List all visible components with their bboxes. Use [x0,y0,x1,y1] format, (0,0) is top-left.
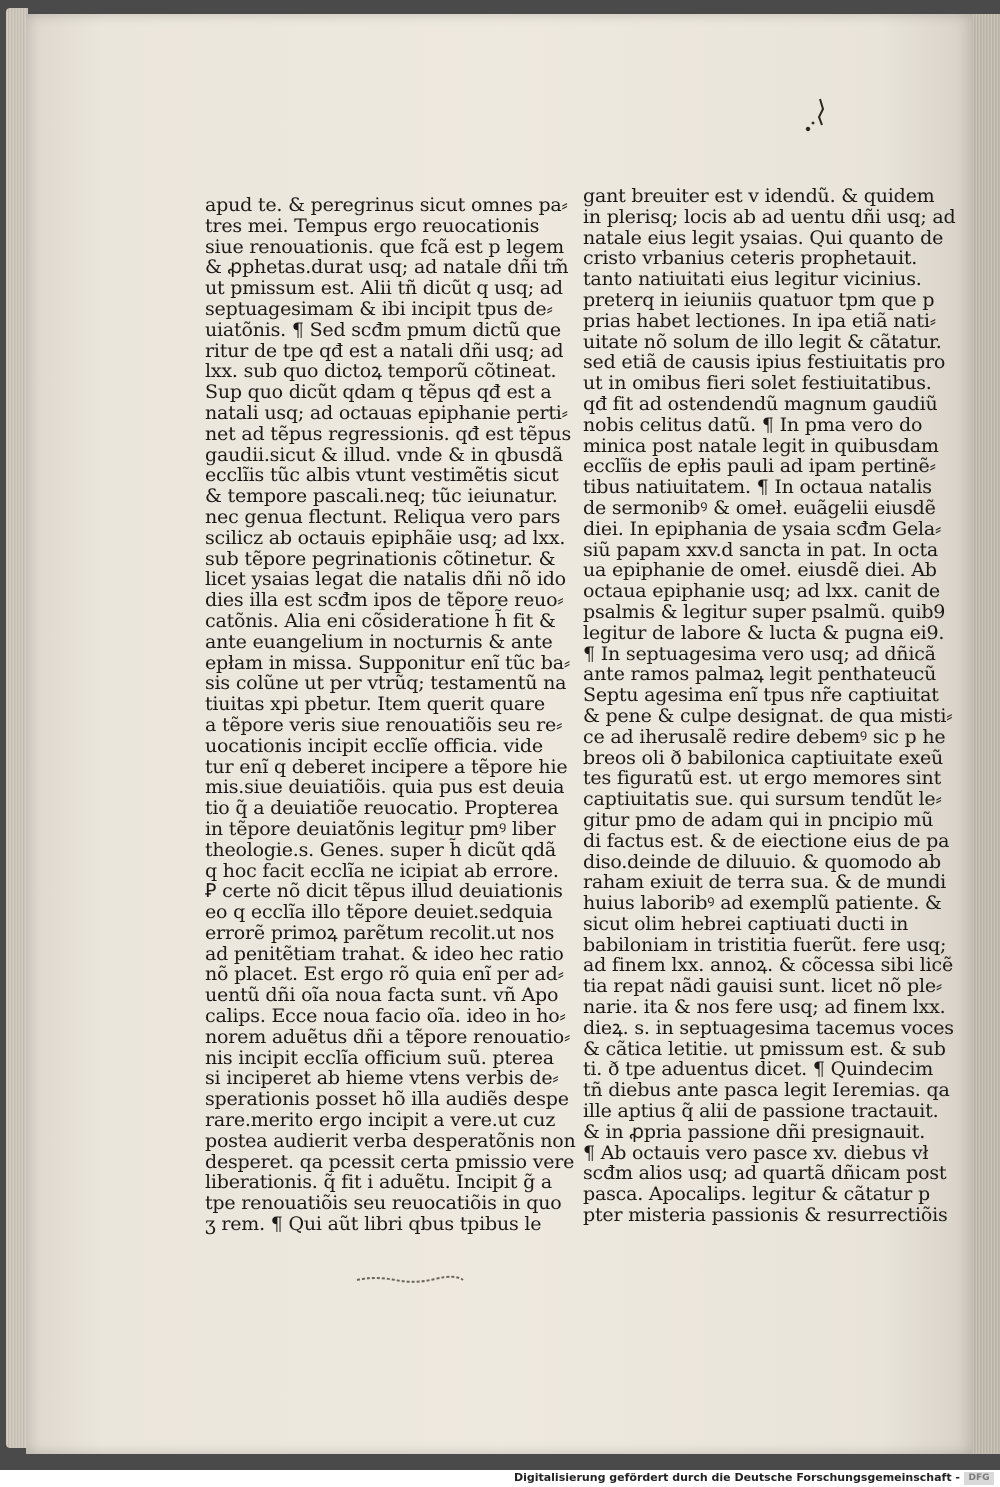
text-line-left: gaudii.sicut & illud. vnde & in qbusdã [205,443,564,466]
text-line-right: cristo vrbanius ceteris prophetauit. [583,247,918,270]
text-line-left: epłam in missa. Supponitur enĩ tũc ba⸗ [205,651,570,674]
text-line-right: ad finem lxx. annoꝝ. & cõcessa sibi licẽ [583,954,953,977]
text-line-right: ti. ð tpe aduentus dicet. ¶ Quindecim [583,1058,934,1081]
text-line-left: tpe renouatiõis seu reuocatiõis in quo [205,1192,562,1215]
text-line-right: ce ad iherusalẽ redire debemꝰ sic p he [583,725,946,748]
text-column-right [583,185,956,1227]
text-line-left: sperationis posset hõ illa audiẽs despe [205,1088,569,1111]
text-line-right: tia repat nãdi gauisi sunt. licet nõ ple⸗ [583,975,943,998]
text-line-right: diso.deinde de diluuio. & quomodo ab [583,850,941,873]
text-column-left [205,194,576,1236]
text-line-right: siũ papam xxv.d sancta in pat. In octa [583,538,939,561]
text-line-right: diei. In epiphania de ysaia scđm Gela⸗ [583,517,942,540]
text-line-left: norem aduẽtus dñi a tẽpore renouatio⸗ [205,1025,571,1048]
text-line-right: ut in omibus fieri solet festiuitatibus. [583,372,932,395]
text-line-right: ante ramos palmaꝝ legit penthateucũ [583,663,937,686]
text-line-left: liberationis. q̃ fit i aduẽtu. Incipit g̃ a [205,1171,552,1194]
text-line-left: uocationis incipit ecclĩe officia. vide [205,734,543,757]
text-line-left: septuagesimam & ibi incipit tpus de⸗ [205,297,553,320]
text-line-left: tres mei. Tempus ergo reuocationis [205,214,540,237]
text-line-left: & tempore pascali.neq; tũc ieiunatur. [205,485,558,508]
text-line-right: gant breuiter est v idendũ. & quidem [583,185,935,207]
text-line-right: minica post natale legit in quibusdam [583,434,939,457]
text-line-left: ante euangelium in nocturnis & ante [205,630,553,653]
text-line-right: breos oli ð babilonica captiuitate exeũ [583,746,944,769]
text-line-left: in tẽpore deuiatõnis legitur pmꝰ liber [205,817,556,840]
text-line-right: Septu agesima enĩ tpus nr̃e captiuitat [583,684,939,707]
text-line-right: octaua epiphanie usq; ad lxx. canit de [583,580,940,603]
text-line-left: siue renouationis. que fcã est p legem [205,235,564,258]
text-line-left: & ꝓphetas.durat usq; ad natale dñi tm̃ [205,256,569,279]
text-line-right: ¶ Ab octauis vero pasce xv. diebus vł [583,1141,929,1164]
text-line-left: tio q̃ a deuiatiõe reuocatio. Propterea [205,797,559,820]
text-line-right: pter misteria passionis & resurrectiõis [583,1204,948,1227]
text-line-right: ille aptius q̃ alii de passione tractauit. [583,1100,939,1123]
text-line-right: ua epiphanie de omeł. eiusdẽ diei. Ab [583,559,937,582]
text-line-right: tanto natiuitati eius legitur vicinius. [583,268,922,291]
text-line-right: ¶ In septuagesima vero usq; ad dñicã [583,642,936,665]
text-line-right: sed etiã de causis ipius festiuitatis pro [583,351,946,374]
text-line-left: desperet. qa pcessit certa pmissio vere [205,1150,575,1173]
text-line-left: uentũ dñi oĩa noua facta sunt. vñ Apo [205,984,559,1007]
footer-bar [0,1470,1000,1487]
text-line-right: & pene & culpe designat. de qua misti⸗ [583,704,953,727]
text-line-left: net ad tẽpus regressionis. qđ est tẽpus [205,422,571,445]
text-line-left: lxx. sub quo dictoꝝ temporũ cõtineat. [205,360,557,383]
text-line-left: sub tẽpore pegrinationis cõtinetur. & [205,547,556,570]
text-line-left: Ꝑ certe nõ dicit tẽpus illud deuiationis [205,880,563,903]
text-line-left: a tẽpore veris siue renouatiõis seu re⸗ [205,713,563,736]
text-line-left: theologie.s. Genes. super h̃ dicũt qdã [205,838,556,861]
text-line-left: licet ysaias legat die natalis dñi nõ ido [205,568,566,591]
text-line-right: tñ diebus ante pasca legit Ieremias. qa [583,1079,950,1102]
text-line-left: ad penitẽtiam trahat. & ideo hec ratio [205,942,564,965]
ink-mark [800,95,840,135]
text-line-left: ʒ rem. ¶ Qui aũt libri qbus tpibus le [205,1213,542,1236]
text-line-right: nobis celitus datũ. ¶ In pma vero do [583,413,923,436]
text-line-left: postea audierit verba desperatõnis non [205,1129,576,1152]
text-line-right: natale eius legit ysaias. Qui quanto de [583,226,944,249]
text-line-left: rare.merito ergo incipit a vere.ut cuz [205,1109,556,1132]
text-line-left: uiatõnis. ¶ Sed scđm pmum dictũ que [205,318,561,341]
text-line-right: huius laboribꝰ ad exemplũ patiente. & [583,892,942,915]
text-line-left: catõnis. Alia eni cõsideratione h̃ fit & [205,609,556,632]
text-line-right: psalmis & legitur super psalmũ. quib9 [583,600,946,623]
text-line-left: tur enĩ q deberet incipere a tẽpore hie [205,755,568,778]
text-line-left: ut pmissum est. Alii tñ dicũt q usq; ad [205,277,563,300]
text-line-right: babiloniam in tristitia fuerũt. fere usq; [583,933,947,956]
text-line-right: tes figuratũ est. ut ergo memores sint [583,767,942,790]
text-line-right: captiuitatis sue. qui sursum tendũt le⸗ [583,788,942,811]
text-line-right: & cãtica letitie. ut pmissum est. & sub [583,1037,946,1060]
text-line-left: natali usq; ad octauas epiphanie perti⸗ [205,401,568,424]
text-line-left: ritur de tpe qđ est a natali dñi usq; ad [205,339,564,362]
dfg-logo: DFG [964,1472,994,1485]
text-line-right: uitate nõ solum de illo legit & cãtatur. [583,330,942,353]
left-page-edges [6,8,28,1448]
text-line-right: de sermonibꝰ & omeł. euãgelii eiusdẽ [583,496,936,519]
text-line-left: errorẽ primoꝝ parẽtum recolit.ut nos [205,921,555,944]
text-line-right: di factus est. & de eiectione eius de pa [583,829,950,852]
text-line-right: gitur pmo de adam qui in pncipio mũ [583,808,934,831]
text-line-right: scđm alios usq; ad quartã dñicam post [583,1162,947,1185]
text-line-right: preterq in ieiuniis quatuor tpm que p [583,288,935,311]
text-line-right: tibus natiuitatem. ¶ In octaua natalis [583,476,932,499]
text-line-left: apud te. & peregrinus sicut omnes pa⸗ [205,194,568,216]
text-line-right: in plerisq; locis ab ad uentu dñi usq; ad [583,205,956,228]
text-line-right: pasca. Apocalips. legitur & cãtatur p [583,1183,930,1206]
text-line-left: sis colũne ut per vtrũq; testamentũ na [205,672,567,695]
text-line-left: scilicz ab octauis epiphãie usq; ad lxx. [205,526,566,549]
text-line-right: ecclĩis de epłis pauli ad ipam pertinẽ⸗ [583,455,936,478]
text-line-left: nõ placet. Est ergo rõ quia enĩ per ad⸗ [205,963,564,986]
text-line-right: sicut olim hebrei captiuati ducti in [583,912,909,935]
text-line-left: ecclĩis tũc albis vtunt vestimẽtis sicut [205,464,559,487]
text-line-left: Sup quo dicũt qdam q tẽpus qđ est a [205,381,552,404]
text-line-left: nis incipit ecclĩa officium suũ. pterea [205,1046,554,1069]
text-line-left: eo q ecclĩa illo tẽpore deuiet.sedquia [205,901,553,924]
text-line-left: dies illa est scđm ipos de tẽpore reuo⸗ [205,589,564,612]
text-line-right: legitur de labore & lucta & pugna ei9. [583,621,945,644]
ink-smudge [355,1272,465,1286]
text-line-left: mis.siue deuiatiõis. quia pus est deuia [205,776,565,799]
funding-notice: Digitalisierung gefördert durch die Deutsche Forschungsgemeinschaft - [513,1471,960,1484]
text-line-left: q hoc facit ecclĩa ne icipiat ab errore. [205,859,559,882]
text-line-right: raham exiuit de terra sua. & de mundi [583,871,947,894]
text-line-right: & in ꝓpria passione dñi presignauit. [583,1120,926,1143]
text-line-left: calips. Ecce noua facio oĩa. ideo in ho⸗ [205,1005,566,1028]
right-page-edges [972,14,1000,1454]
text-line-right: dieꝝ. s. in septuagesima tacemus voces [583,1016,954,1039]
text-line-right: qđ fit ad ostendendũ magnum gaudiũ [583,392,938,415]
text-line-left: nec genua flectunt. Reliqua vero pars [205,505,561,528]
text-line-right: prias habet lectiones. In ipa etiã nati⸗ [583,309,936,332]
text-line-left: tiuitas xpi pbetur. Item querit quare [205,693,545,716]
text-line-right: narie. ita & nos fere usq; ad finem lxx. [583,996,946,1019]
text-line-left: si inciperet ab hieme vtens verbis de⸗ [205,1067,559,1090]
